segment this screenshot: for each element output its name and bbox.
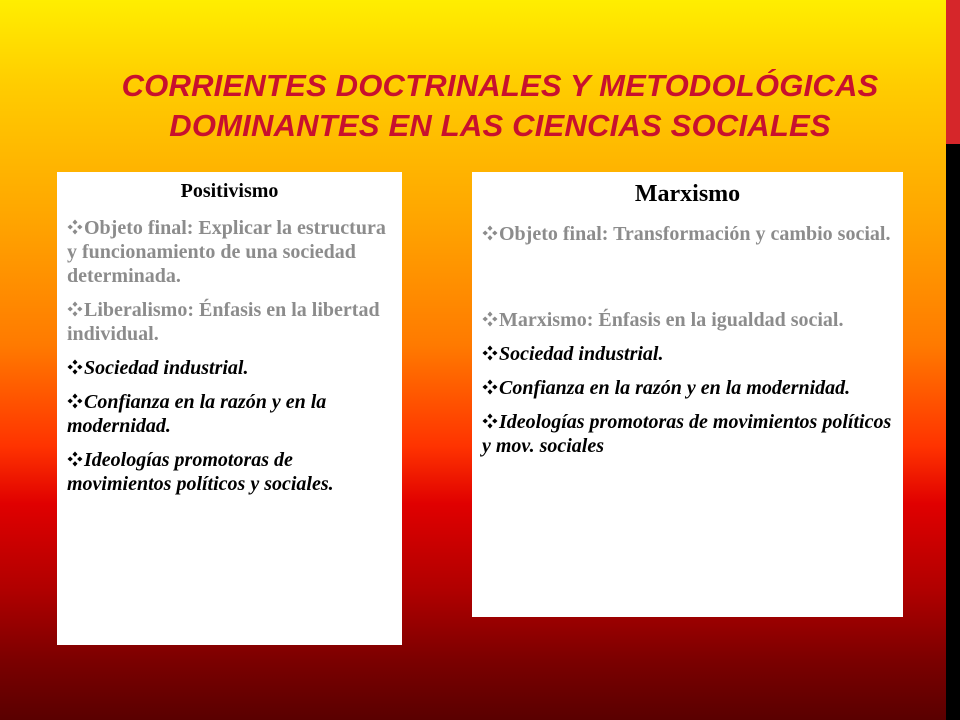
list-item-text: Marxismo: Énfasis en la igualdad social. <box>499 309 844 331</box>
four-diamond-bullet-icon <box>67 359 83 375</box>
list-item <box>482 410 893 458</box>
four-diamond-bullet-icon <box>482 225 498 241</box>
list-item <box>482 308 893 332</box>
list-item-text: Sociedad industrial. <box>84 357 249 379</box>
four-diamond-bullet-icon <box>482 311 498 327</box>
positivismo-heading: Positivismo <box>180 180 279 202</box>
list-item-text: Sociedad industrial. <box>499 343 664 365</box>
list-item-text: Ideologías promotoras de movimientos políticos y sociales. <box>67 449 334 495</box>
list-item-text: Ideologías promotoras de movimientos políticos y mov. sociales <box>482 411 892 457</box>
marxismo-heading: Marxismo <box>634 181 741 207</box>
list-item <box>482 376 893 400</box>
list-item-text: Objeto final: Transformación y cambio social. <box>499 223 891 245</box>
accent-bar-black <box>946 144 960 720</box>
four-diamond-bullet-icon <box>67 393 83 409</box>
list-item-text: Confianza en la razón y en la modernidad. <box>67 391 327 437</box>
list-item-text: Objeto final: Explicar la estructura y funcionamiento de una sociedad determinada. <box>67 217 386 287</box>
list-item-text: Liberalismo: Énfasis en la libertad individual. <box>67 299 380 345</box>
list-item <box>482 342 893 366</box>
four-diamond-bullet-icon <box>67 301 83 317</box>
list-item <box>67 390 392 438</box>
accent-bar-red <box>946 0 960 144</box>
slide-title-line-2: DOMINANTES EN LAS CIENCIAS SOCIALES <box>169 108 831 143</box>
list-item <box>67 356 392 380</box>
spacer <box>482 246 893 298</box>
list-item <box>67 216 392 288</box>
positivismo-box <box>57 172 402 645</box>
list-item-text: Confianza en la razón y en la modernidad. <box>499 377 851 399</box>
four-diamond-bullet-icon <box>482 413 498 429</box>
four-diamond-bullet-icon <box>67 451 83 467</box>
four-diamond-bullet-icon <box>67 219 83 235</box>
list-item <box>67 448 392 496</box>
slide-title-line-1: CORRIENTES DOCTRINALES Y METODOLÓGICAS <box>121 68 879 103</box>
marxismo-box <box>472 172 903 617</box>
four-diamond-bullet-icon <box>482 379 498 395</box>
slide-title <box>60 66 940 146</box>
list-item <box>67 298 392 346</box>
list-item <box>482 222 893 246</box>
four-diamond-bullet-icon <box>482 345 498 361</box>
